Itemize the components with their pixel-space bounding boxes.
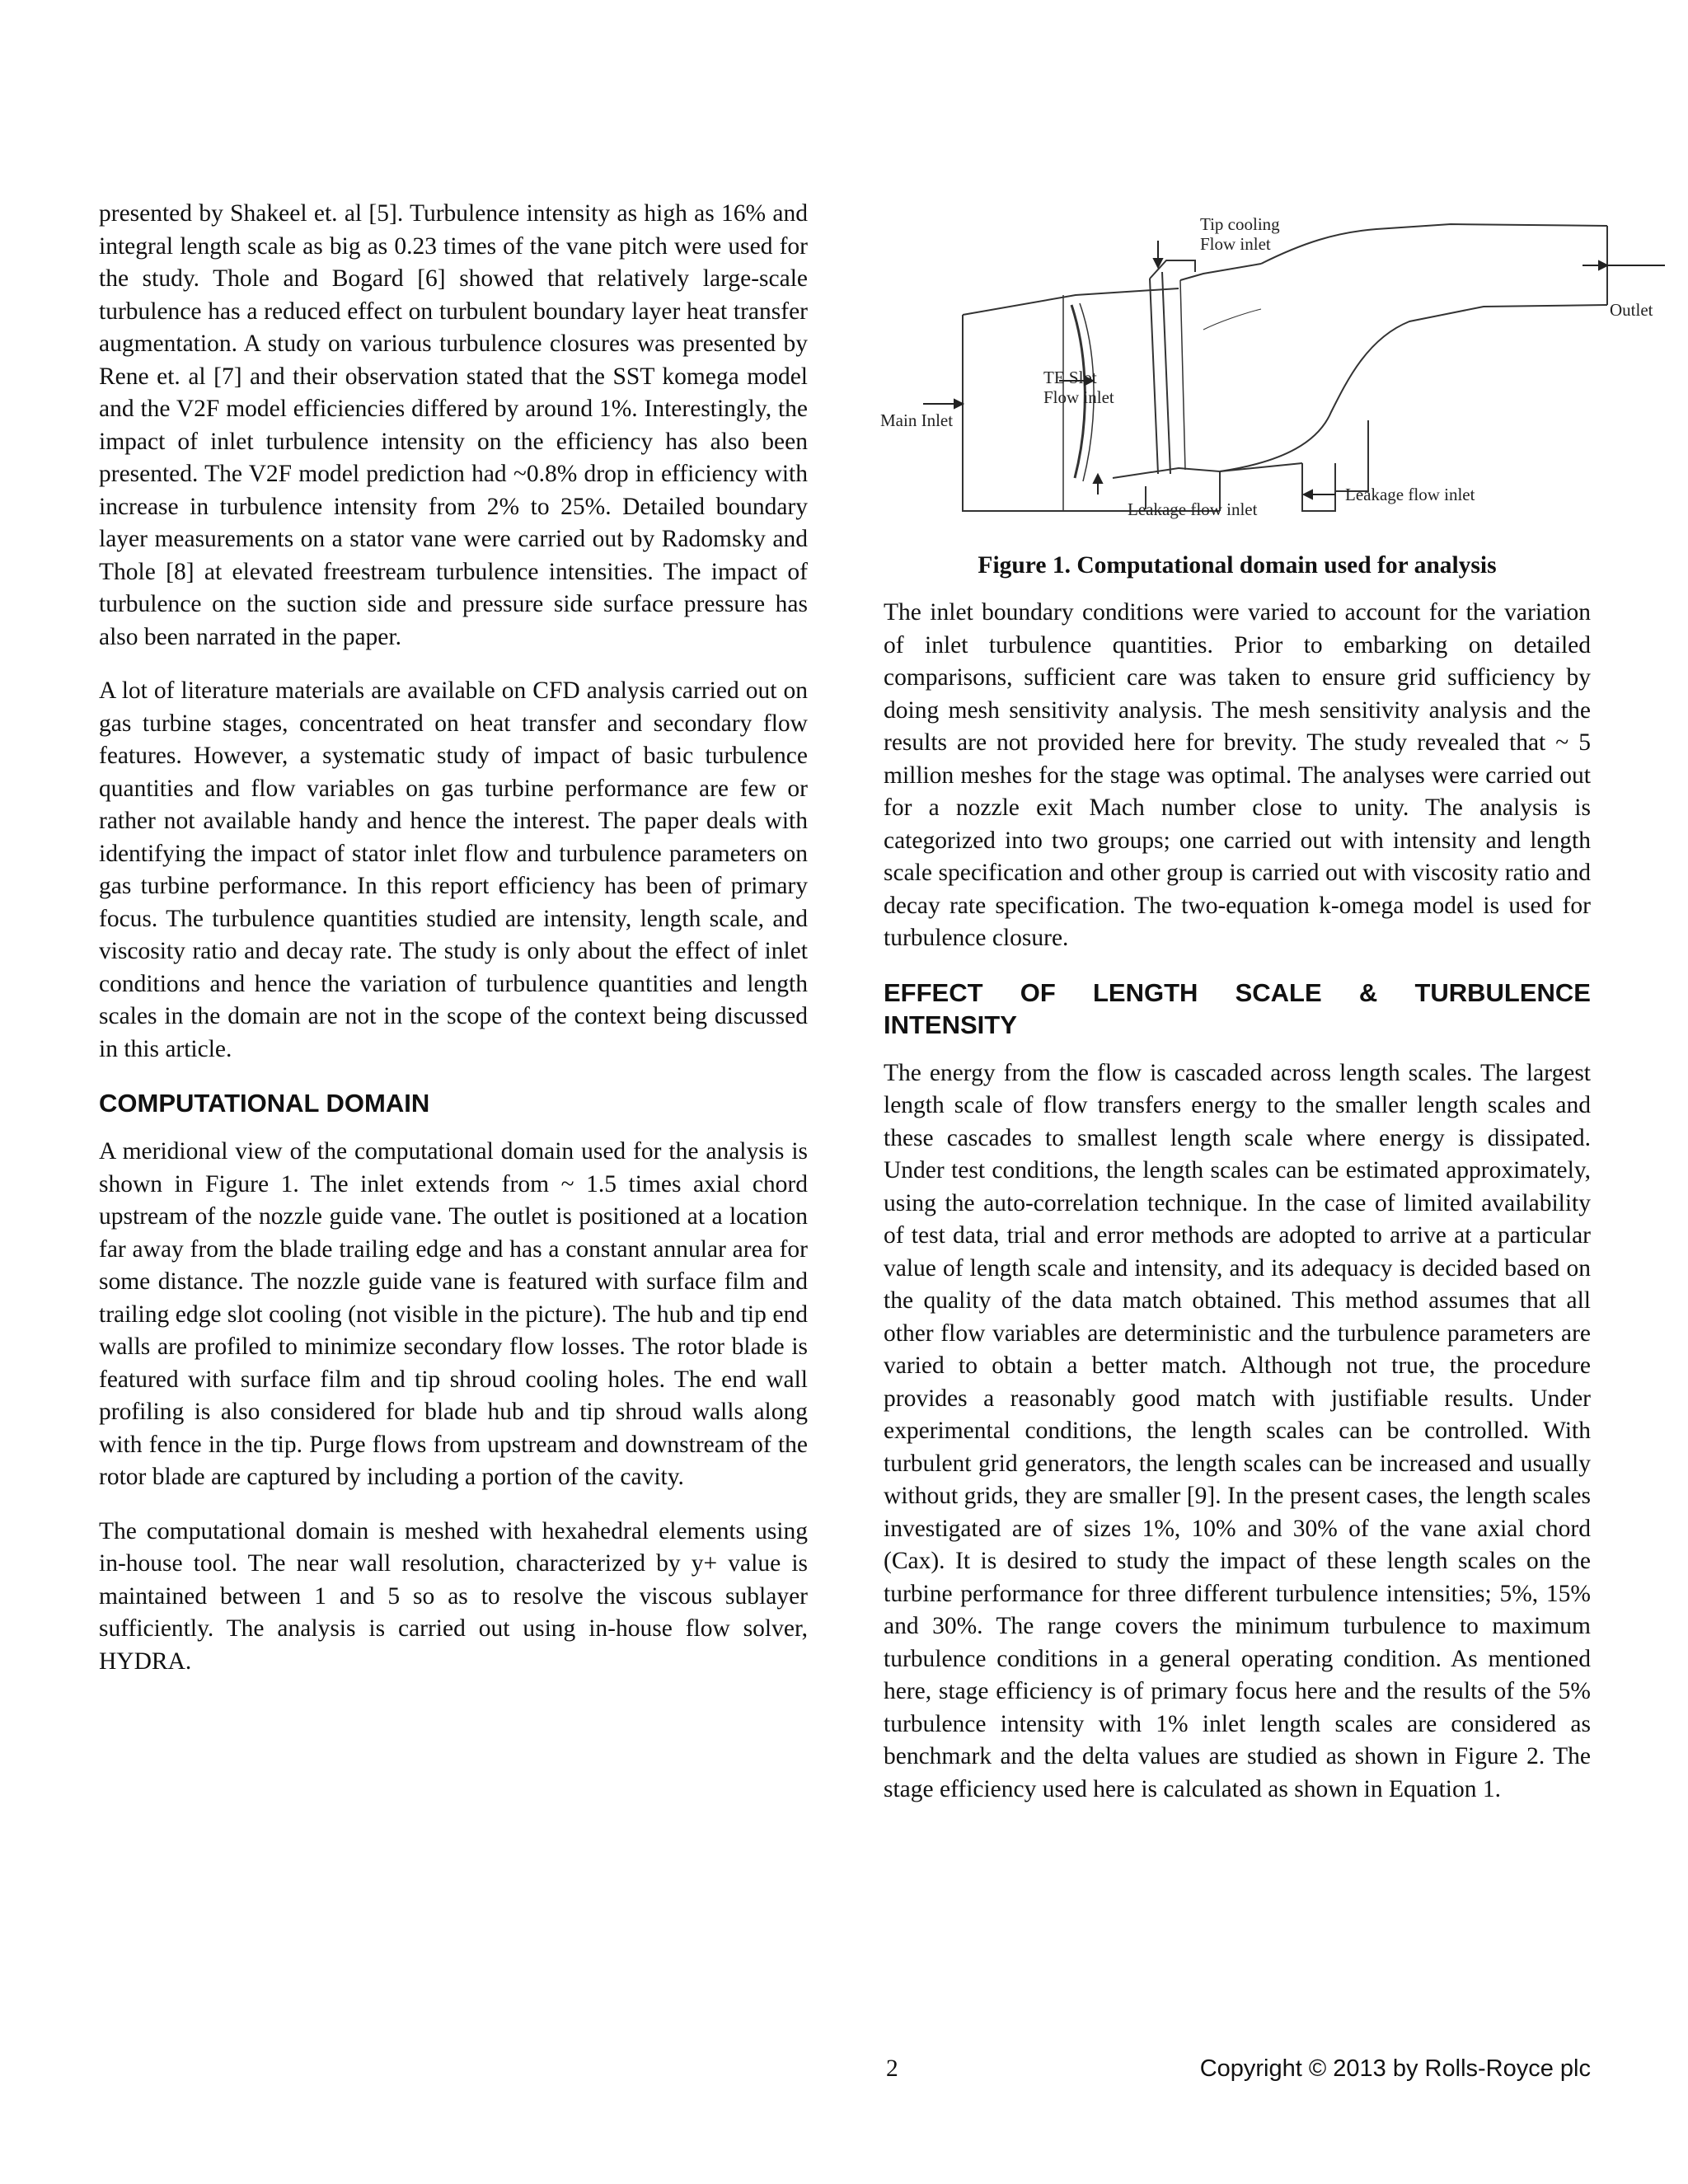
page-number: 2	[886, 2055, 898, 2082]
section-heading-line1: EFFECT OF LENGTH SCALE & TURBULENCE	[884, 977, 1591, 1007]
label-outlet: Outlet	[1610, 300, 1653, 320]
label-flow-inlet: Flow inlet	[1200, 234, 1271, 254]
domain-diagram	[874, 206, 1665, 552]
label-leakage-flow-inlet-1: Leakage flow inlet	[1128, 499, 1258, 519]
body-paragraph: The energy from the flow is cascaded across length scales. The largest length scale of flow transfers energy to the smaller length scales and these cascades to smallest length scale where energy is dissipated. Under test conditions, the length scales can be estimated approximately, using the auto-correlation technique. In the case of limited availability of test data, trial and error methods are adopted to arrive at a particular value of length scale and intensity, and its adequacy is decided based on the quality of the data match obtained. This method assumes that all other flow variables are deterministic and the turbulence parameters are varied to obtain a better match. Although not true, the procedure provides a reasonably good match with justifiable results. Under experimental conditions, the length scales can be controlled. With turbulent grid generators, the length scales can be increased and usually without grids, they are smaller [9]. In the present cases, the length scales investigated are of sizes 1%, 10% and 30% of the vane axial chord (Cax). It is desired to study the impact of these length scales on the turbine performance for three different turbulence intensities; 5%, 15% and 30%. The range covers the minimum turbulence to maximum turbulence conditions in a general operating condition. As mentioned here, stage efficiency is of primary focus here and the results of the 5% turbulence intensity with 1% inlet length scales are considered as benchmark and the delta values are studied as shown in Figure 2. The stage efficiency used here is calculated as shown in Equation 1.	[884, 1059, 1591, 1802]
figure-computational-domain	[874, 206, 1665, 552]
right-column	[884, 554, 1591, 1827]
figure-caption: Figure 1. Computational domain used for analysis	[978, 552, 1497, 579]
section-heading-line2: INTENSITY	[884, 1010, 1017, 1039]
body-paragraph: presented by Shakeel et. al [5]. Turbulence intensity as high as 16% and integral length scale as big as 0.23 times of the vane pitch were used for the study. Thole and Bogard [6] showed that relatively large-scale turbulence has a reduced effect on turbulent boundary layer heat transfer augmentation. A study on various turbulence closures was presented by Rene et. al [7] and their observation stated that the SST komega model and the V2F model efficiencies differed by around 1%. Interestingly, the impact of inlet turbulence intensity on the efficiency has also been presented. The V2F model prediction had ~0.8% drop in efficiency with increase in turbulence intensity from 2% to 25%. Detailed boundary layer measurements on a stator vane were carried out by Radomsky and Thole [8] at elevated freestream turbulence intensities. The impact of turbulence on the suction side and pressure side surface pressure has also been narrated in the paper.	[99, 200, 808, 650]
body-paragraph: A lot of literature materials are available on CFD analysis carried out on gas turbine stages, concentrated on heat transfer and secondary flow features. However, a systematic study of impact of basic turbulence quantities and flow variables on gas turbine performance are few or rather not available handy and hence the interest. The paper deals with identifying the impact of stator inlet flow and turbulence parameters on gas turbine performance. In this report efficiency has been of primary focus. The turbulence quantities studied are intensity, length scale, and viscosity ratio and decay rate. The study is only about the effect of inlet conditions and hence the variation of turbulence quantities and length scales in the domain are not in the scope of the context being discussed in this article.	[99, 677, 808, 1062]
left-column	[99, 198, 808, 1699]
body-paragraph: The computational domain is meshed with hexahedral elements using in-house tool. The near wall resolution, characterized by y+ value is maintained between 1 and 5 so as to resolve the viscous sublayer sufficiently. The analysis is carried out using in-house flow solver, HYDRA.	[99, 1517, 808, 1675]
body-paragraph: A meridional view of the computational domain used for the analysis is shown in Figure 1. The inlet extends from ~ 1.5 times axial chord upstream of the nozzle guide vane. The outlet is positioned at a location far away from the blade trailing edge and has a constant annular area for some distance. The nozzle guide vane is featured with surface film and trailing edge slot cooling (not visible in the picture). The hub and tip end walls are profiled to minimize secondary flow losses. The rotor blade is featured with surface film and tip shroud cooling holes. The end wall profiling is also considered for blade hub and tip shroud walls along with fence in the tip. Purge flows from upstream and downstream of the rotor blade are captured by including a portion of the cavity.	[99, 1138, 808, 1490]
body-paragraph: The inlet boundary conditions were varied to account for the variation of inlet turbulence quantities. Prior to embarking on detailed comparisons, sufficient care was taken to ensure grid sufficiency by doing mesh sensitivity analysis. The mesh sensitivity analysis and the results are not provided here for brevity. The study revealed that ~ 5 million meshes for the stage was optimal. The analyses were carried out for a nozzle exit Mach number close to unity. The analysis is categorized into two groups; one carried out with intensity and length scale specification and other group is carried out with viscosity ratio and decay rate specification. The two-equation k-omega model is used for turbulence closure.	[884, 599, 1591, 951]
section-heading: COMPUTATIONAL DOMAIN	[99, 1089, 430, 1118]
label-te-slot: TE Slot	[1043, 368, 1097, 387]
label-tip-cooling: Tip cooling	[1200, 214, 1280, 234]
section-heading	[884, 977, 1591, 1041]
label-te-flow-inlet: Flow inlet	[1043, 387, 1114, 407]
label-main-inlet: Main Inlet	[880, 410, 954, 430]
label-leakage-flow-inlet-2: Leakage flow inlet	[1345, 485, 1475, 504]
copyright-notice: Copyright © 2013 by Rolls-Royce plc	[1199, 2055, 1591, 2082]
